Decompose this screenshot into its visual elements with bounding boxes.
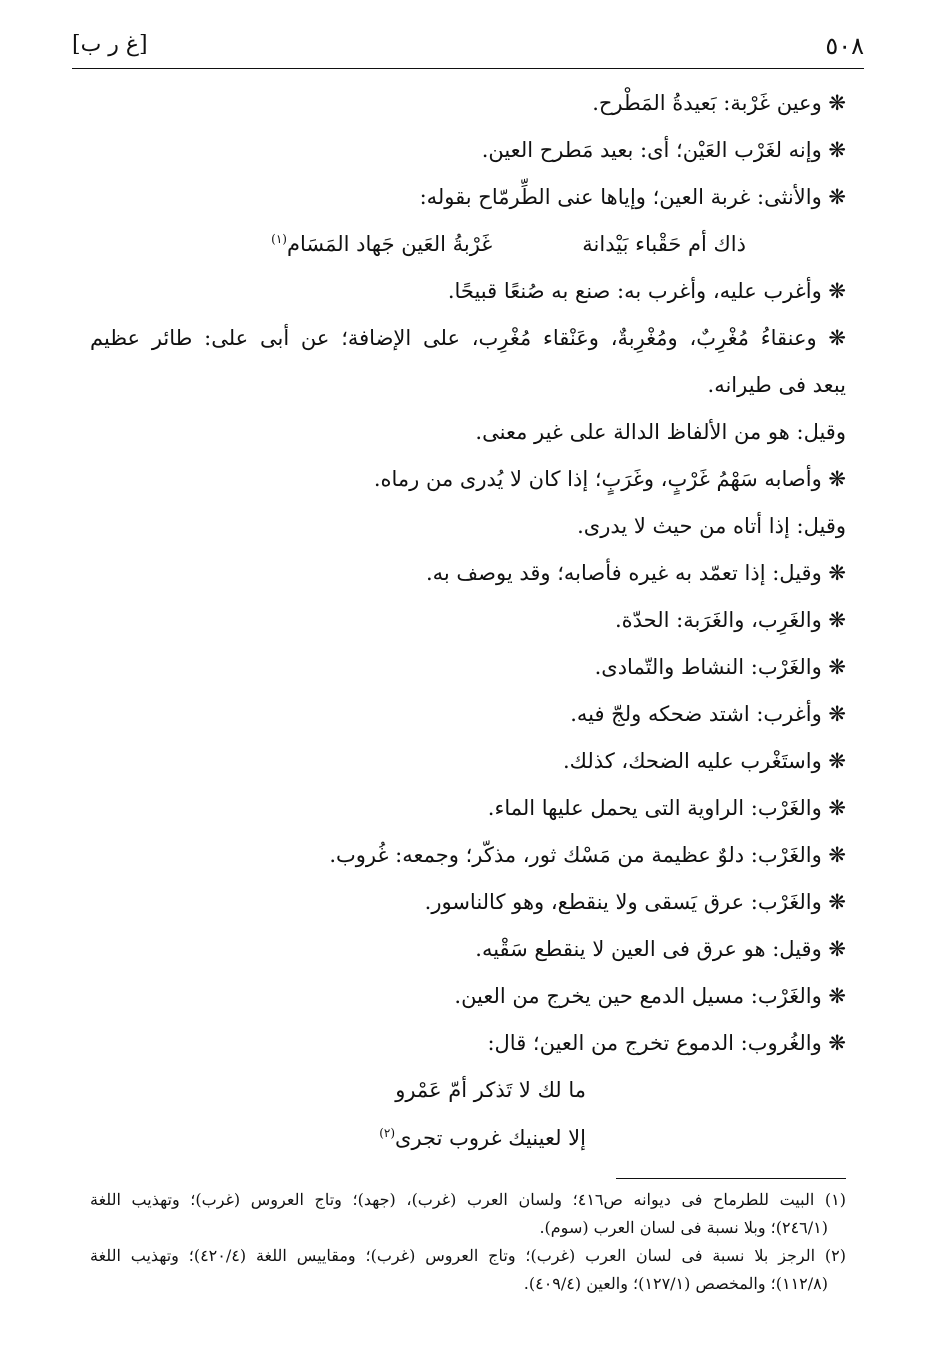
entry-line: وقيل: هو من الألفاظ الدالة على غير معنى.	[475, 420, 846, 444]
entry-line: ❋ وإنه لغَرْب العَيْن؛ أى: بعيد مَطرح العين.	[481, 138, 846, 162]
verse-second-hemistich: غَرْبةُ العَين جَهاد المَسَام$^{(١)}$	[271, 232, 493, 256]
entry-line: ❋ والغَرْب: مسيل الدمع حين يخرج من العين.	[454, 984, 846, 1008]
verse-first-hemistich: ذاك أم حَقْباء بَيْدانة	[582, 232, 746, 256]
footnote-line: (١) البيت للطرماح فى ديوانه ص٤١٦؛ ولسان العرب (غرب)، (جهد)؛ وتاج العروس (غرب)؛ وتهذيب اللغة	[90, 1190, 846, 1209]
footnote-marker: (٢)	[379, 1126, 396, 1140]
verse-line	[90, 221, 846, 268]
entry-line: ❋ والغَرْب: الراوية التى يحمل عليها الماء.	[487, 796, 846, 820]
footnote-marker: (١)	[271, 232, 287, 246]
entry-line: ❋ والأنثى: غربة العين؛ وإياها عنى الطِّرمّاح بقوله:	[419, 185, 846, 209]
poem-line: إلا لعينيك غروب تجرى$^{(٢)}$	[379, 1126, 586, 1150]
entry-line: ❋ والغُروب: الدموع تخرج من العين؛ قال:	[487, 1031, 846, 1055]
entry-line: ❋ وأغرب: اشتد ضحكه ولجّ فيه.	[570, 702, 846, 726]
entry-line: ❋ واستَغْرب عليه الضحك، كذلك.	[562, 749, 846, 773]
footnote-line: (٢٤٦/١)؛ وبلا نسبة فى لسان العرب (سوم).	[539, 1218, 828, 1237]
entry-line: ❋ وقيل: إذا تعمّد به غيره فأصابه؛ وقد يوصف به.	[425, 561, 846, 585]
entry-line: ❋ والغَرْب: دلوٌ عظيمة من مَسْك ثور، مذكّر؛ وجمعه: غُروب.	[329, 843, 846, 867]
footnotes	[90, 1186, 846, 1298]
entry-line: ❋ وقيل: هو عرق فى العين لا ينقطع سَقْيه.	[475, 937, 846, 961]
entry-line: ❋ وعنقاءُ مُغْرِبٌ، ومُغْرِبةٌ، وعَنْقاء مُغْرِب، على الإضافة؛ عن أبى على: طائر عظيم	[90, 326, 846, 350]
footnote-divider	[616, 1178, 846, 1179]
root-label: [غ ر ب]	[72, 32, 148, 57]
entry-line: ❋ وعين غَرْبة: بَعيدةُ المَطْرح.	[592, 91, 846, 115]
entry-line: ❋ والغَرْب: النشاط والتّمادى.	[594, 655, 846, 679]
footnote-line: (٢) الرجز بلا نسبة فى لسان العرب (غرب)؛ وتاج العروس (غرب)؛ ومقاييس اللغة (٤٢٠/٤)؛ وتهذيب اللغة	[90, 1246, 846, 1265]
entry-body	[90, 80, 846, 1163]
page-header	[72, 28, 864, 69]
entry-line: يبعد فى طيرانه.	[707, 373, 846, 397]
entry-line: ❋ وأغرب عليه، وأغرب به: صنع به صُنعًا قبيحًا.	[447, 279, 846, 303]
footnote-line: (١١٢/٨)؛ والمخصص (١٢٧/١)؛ والعين (٤٠٩/٤).	[523, 1274, 828, 1293]
entry-line: ❋ والغَرِب، والغَرَبة: الحدّة.	[614, 608, 846, 632]
entry-line: ❋ وأصابه سَهْمُ غَرْبٍ، وغَرَبٍ؛ إذا كان لا يُدرى من رماه.	[373, 467, 846, 491]
entry-line: ❋ والغَرْب: عرق يَسقى ولا ينقطع، وهو كالناسور.	[424, 890, 846, 914]
poem-line: ما لك لا تَذكر أمّ عَمْرو	[395, 1078, 586, 1102]
entry-line: وقيل: إذا أتاه من حيث لا يدرى.	[577, 514, 846, 538]
page-number: ٥٠٨	[825, 32, 864, 60]
